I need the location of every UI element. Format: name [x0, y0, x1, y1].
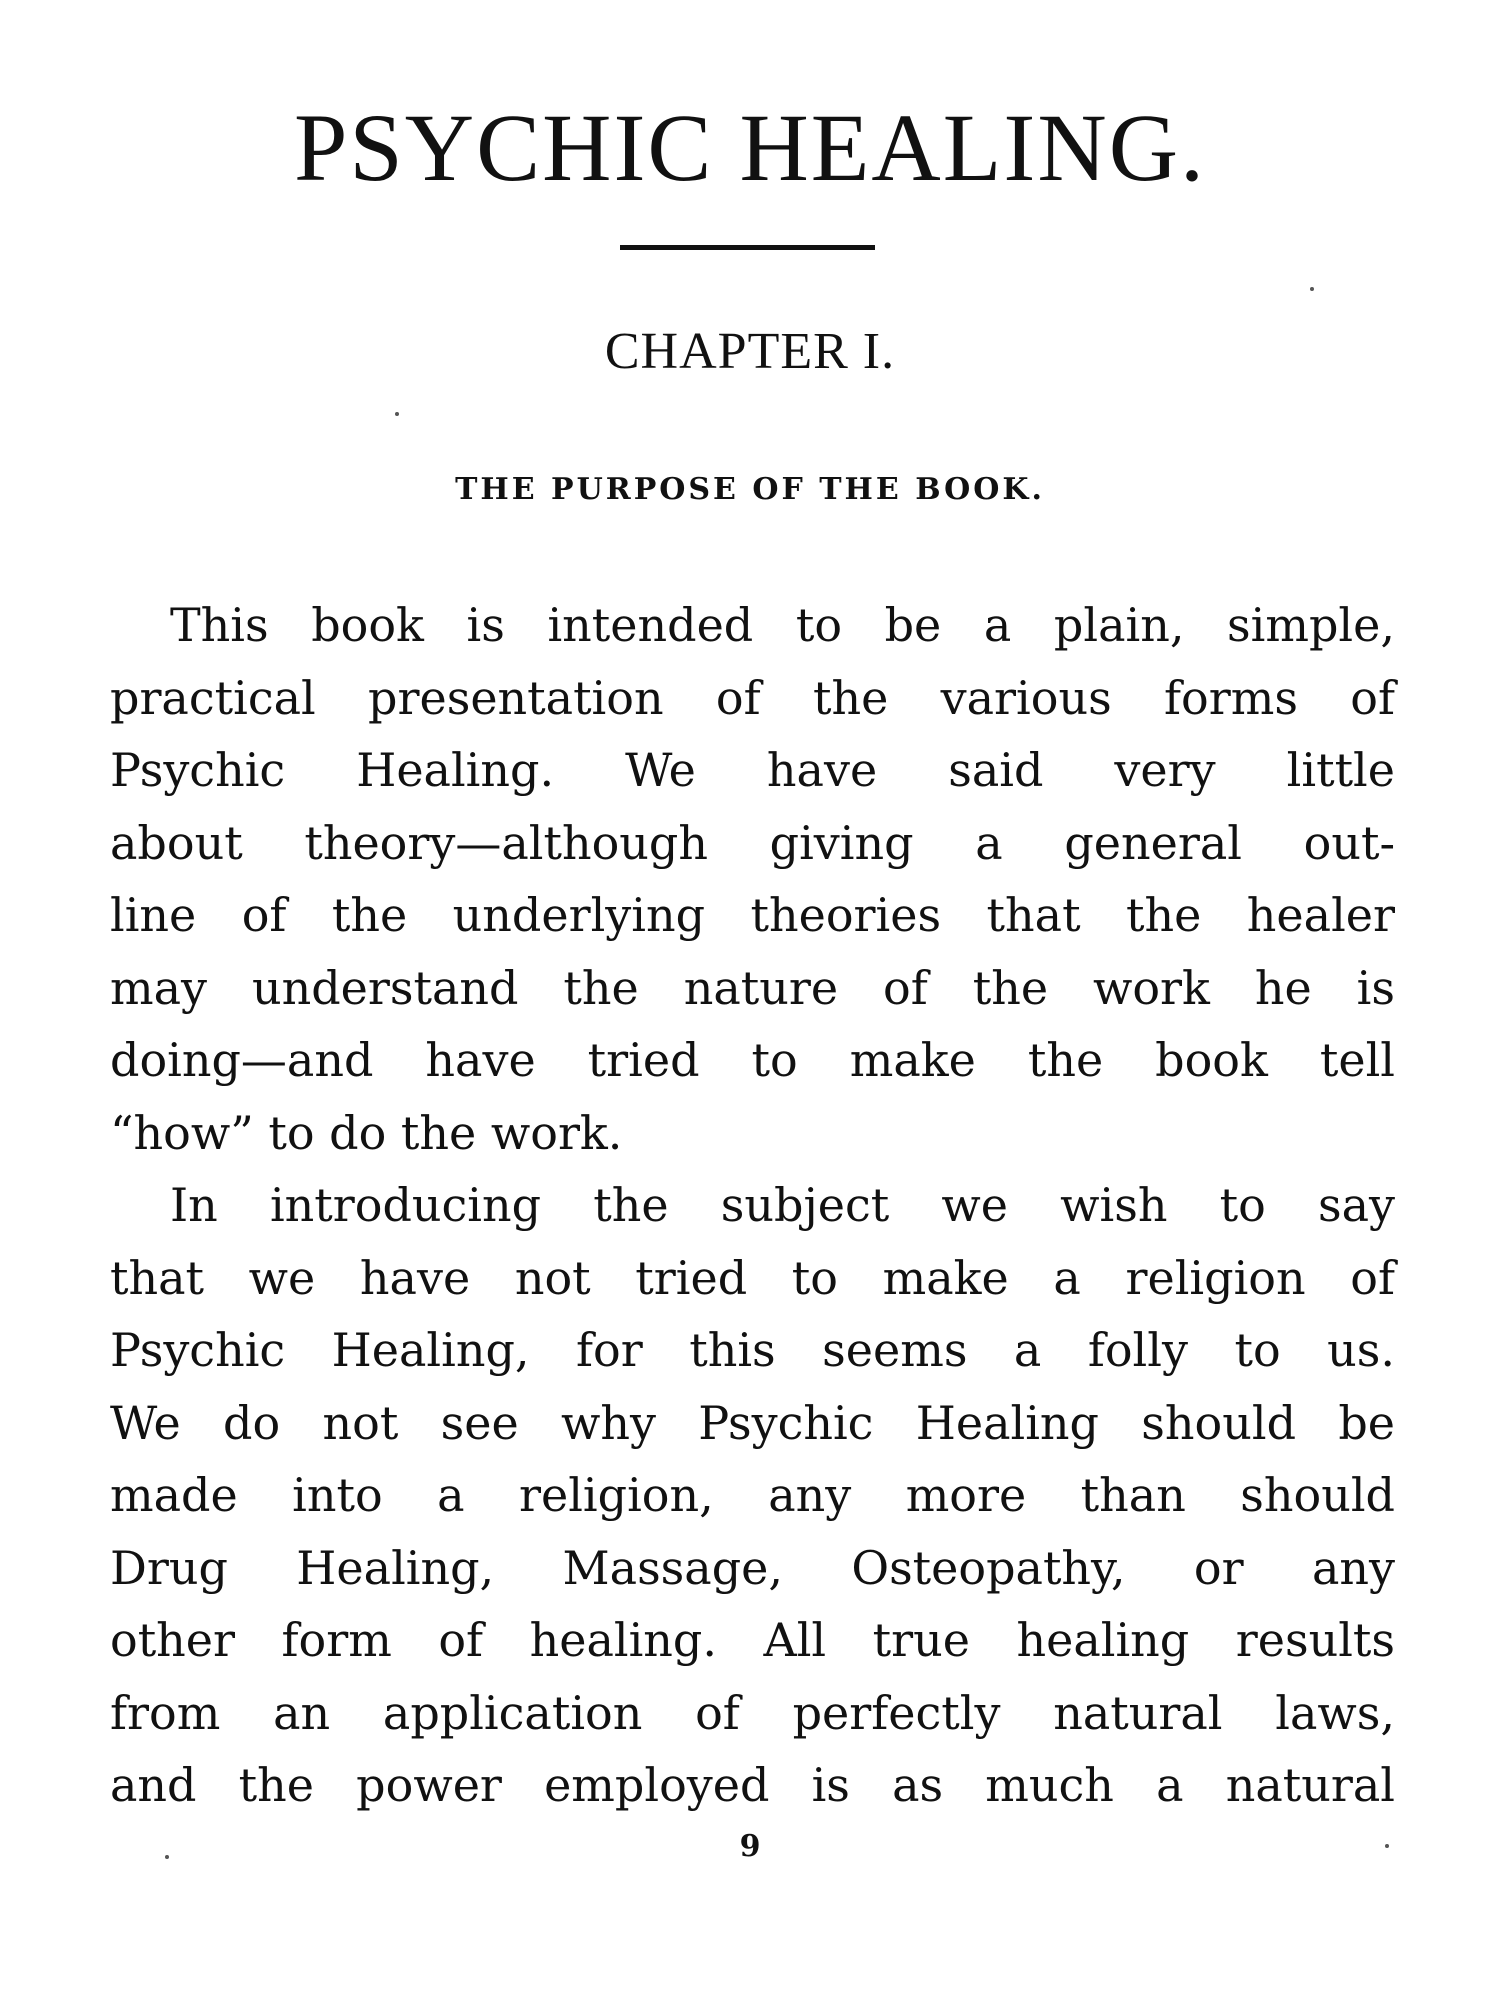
body-text	[110, 589, 1395, 1822]
body-line: Psychic Healing. We have said very little	[110, 743, 1395, 797]
page-number: 9	[739, 1829, 761, 1864]
body-line: Drug Healing, Massage, Osteopathy, or any	[110, 1540, 1395, 1595]
body-line: and the power employed is as much a natural	[110, 1758, 1395, 1812]
body-line: “how” to do the work.	[110, 1105, 623, 1160]
chapter-subtitle: THE PURPOSE OF THE BOOK.	[455, 472, 1045, 507]
body-line: practical presentation of the various forms of	[110, 670, 1395, 725]
body-line: may understand the nature of the work he is	[110, 960, 1395, 1015]
book-title: PSYCHIC HEALING.	[293, 94, 1207, 201]
scan-speck	[1310, 287, 1314, 291]
body-line: doing—and have tried to make the book tell	[110, 1033, 1395, 1087]
body-line: other form of healing. All true healing results	[110, 1613, 1395, 1667]
scan-speck	[1385, 1844, 1389, 1848]
body-line: from an application of perfectly natural laws,	[110, 1685, 1395, 1740]
body-line: We do not see why Psychic Healing should be	[110, 1395, 1395, 1450]
body-line: This book is intended to be a plain, simple,	[170, 598, 1395, 652]
body-line: made into a religion, any more than should	[110, 1468, 1395, 1522]
chapter-heading: CHAPTER I.	[604, 323, 896, 380]
body-line: about theory—although giving a general out-	[110, 815, 1395, 870]
scan-speck	[395, 412, 399, 416]
body-line: line of the underlying theories that the healer	[110, 888, 1395, 942]
body-line: that we have not tried to make a religion of	[110, 1250, 1395, 1305]
body-line: Psychic Healing, for this seems a folly to us.	[110, 1323, 1395, 1377]
scan-speck	[165, 1855, 169, 1859]
title-divider-rule	[620, 245, 875, 250]
body-line: In introducing the subject we wish to say	[170, 1178, 1395, 1232]
